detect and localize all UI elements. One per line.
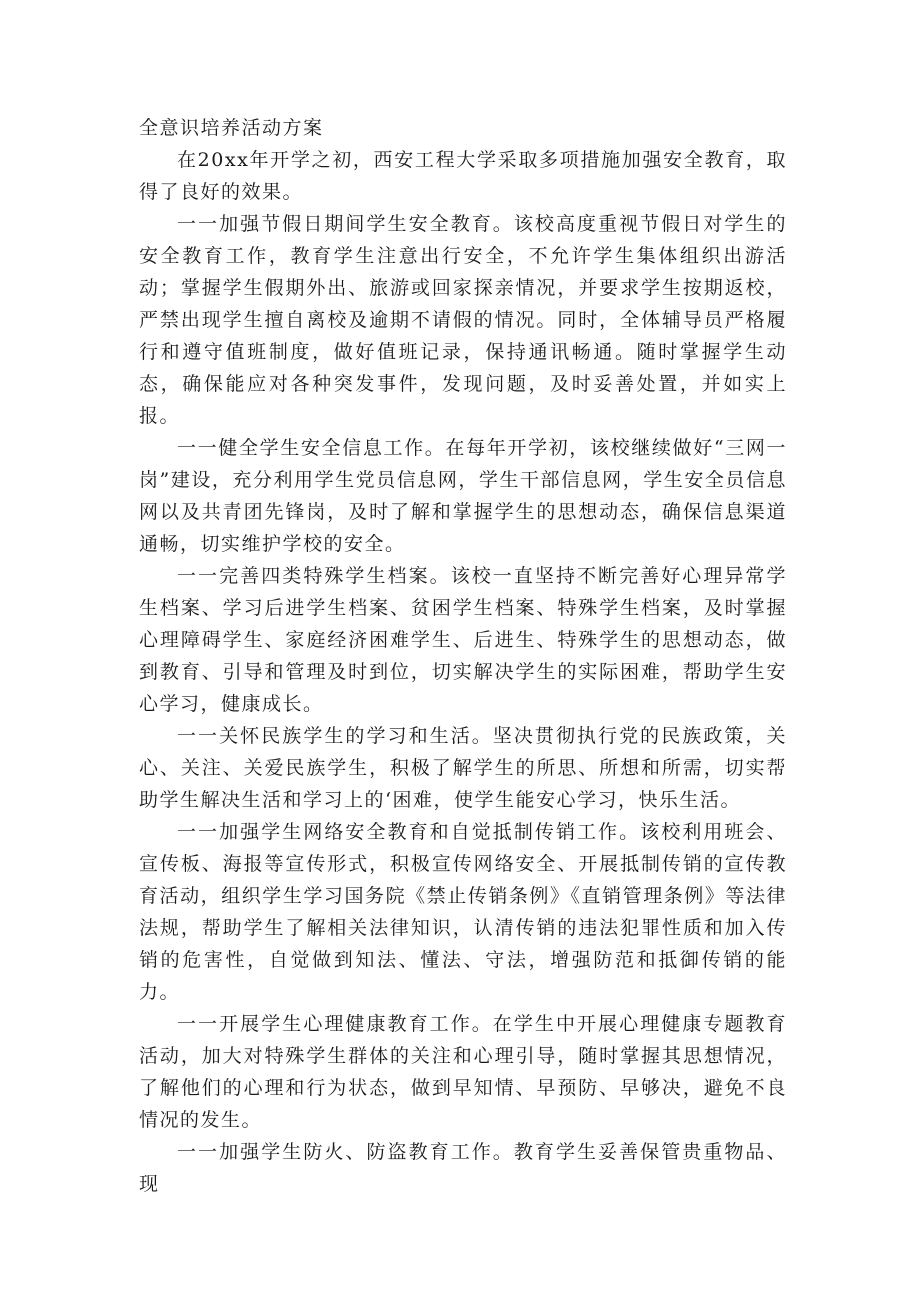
paragraph-network-safety: 一一加强学生网络安全教育和自觉抵制传销工作。该校利用班会、宣传板、海报等宣传形式，积极宣传网络安全、开展抵制传销的宣传教育活动，组织学生学习国务院《禁止传销条例》《直销管理条例》等法律法规，帮助学生了解相关法律知识，认清传销的违法犯罪性质和加入传销的危害性，自觉做到知法、懂法、守法，增强防范和抵御传销的能力。 bbox=[139, 821, 787, 1003]
document-body bbox=[139, 112, 787, 1200]
paragraph-special-archives: 一一完善四类特殊学生档案。该校一直坚持不断完善好心理异常学生档案、学习后进学生档案、贫困学生档案、特殊学生档案，及时掌握心理障碍学生、家庭经济困难学生、后进生、特殊学生的思想动态，做到教育、引导和管理及时到位，切实解决学生的实际困难，帮助学生安心学习，健康成长。 bbox=[139, 565, 787, 715]
paragraph-holiday-safety: 一一加强节假日期间学生安全教育。该校高度重视节假日对学生的安全教育工作，教育学生注意出行安全，不允许学生集体组织出游活动；掌握学生假期外出、旅游或回家探亲情况，并要求学生按期返校，严禁出现学生擅自离校及逾期不请假的情况。同时，全体辅导员严格履行和遵守值班制度，做好值班记录，保持通讯畅通。随时掌握学生动态，确保能应对各种突发事件，发现问题，及时妥善处置，并如实上报。 bbox=[139, 213, 787, 427]
paragraph-ethnic-students: 一一关怀民族学生的学习和生活。坚决贯彻执行党的民族政策，关心、关注、关爱民族学生，积极了解学生的所思、所想和所需，切实帮助学生解决生活和学习上的‘困难，使学生能安心学习，快乐生活。 bbox=[139, 725, 787, 811]
paragraph-fire-theft: 一一加强学生防火、防盗教育工作。教育学生妥善保管贵重物品、现 bbox=[139, 1141, 787, 1195]
document-title: 全意识培养活动方案 bbox=[139, 117, 324, 139]
paragraph-mental-health: 一一开展学生心理健康教育工作。在学生中开展心理健康专题教育活动，加大对特殊学生群体的关注和心理引导，随时掌握其思想情况，了解他们的心理和行为状态，做到早知情、早预防、早够决，避免不良情况的发生。 bbox=[139, 1013, 787, 1131]
paragraph-safety-info: 一一健全学生安全信息工作。在每年开学初，该校继续做好“三网一岗”建设，充分利用学生党员信息网，学生干部信息网，学生安全员信息网以及共青团先锋岗，及时了解和掌握学生的思想动态，确保信息渠道通畅，切实维护学校的安全。 bbox=[139, 437, 787, 555]
paragraph-intro: 在20xx年开学之初，西安工程大学采取多项措施加强安全教育，取得了良好的效果。 bbox=[139, 149, 787, 203]
